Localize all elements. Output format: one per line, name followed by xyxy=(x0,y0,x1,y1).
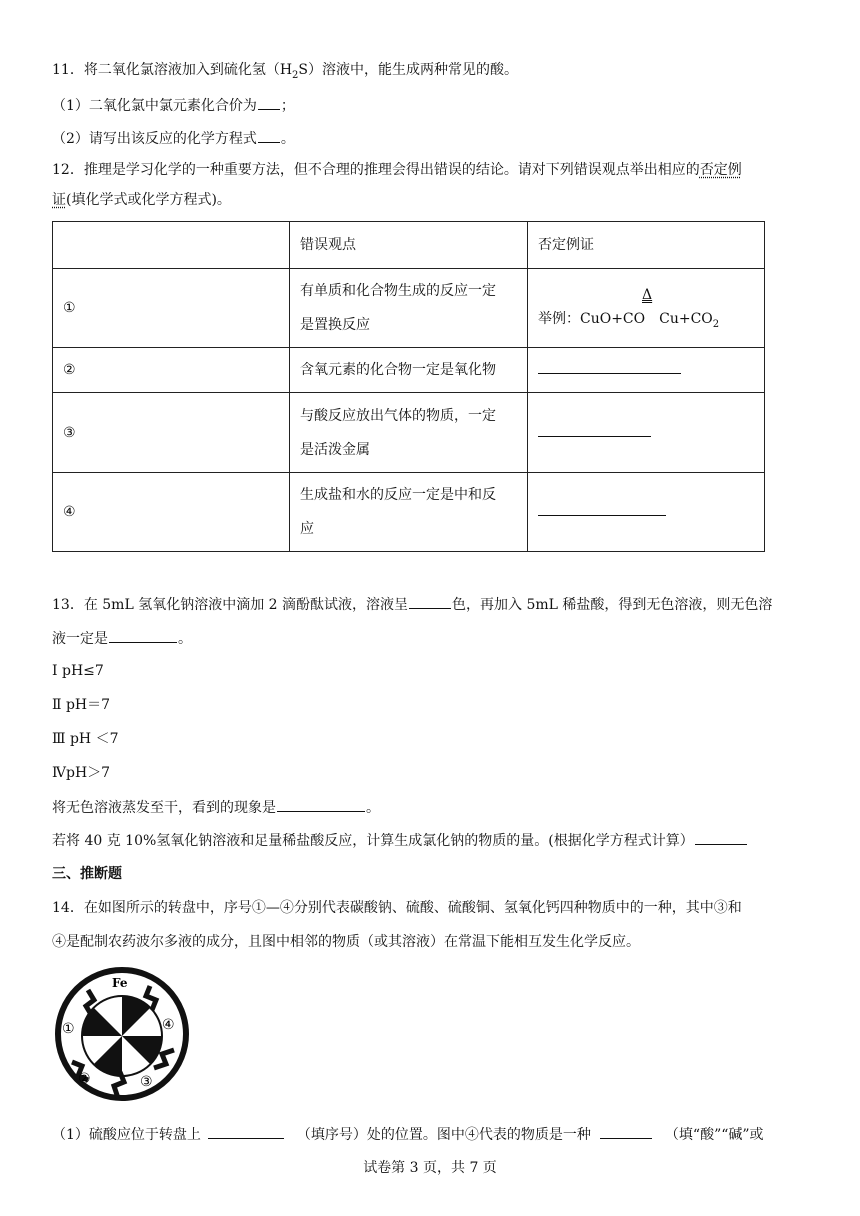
dial-pinwheel xyxy=(82,996,162,1076)
table-header-row xyxy=(53,222,765,269)
q11-part2: （2）请写出该反应的化学方程式 。 xyxy=(52,128,295,149)
table-header-cell: 错误观点 xyxy=(290,222,528,269)
table-row xyxy=(53,393,765,473)
q12-stem-line2: 证(填化学式或化学方程式)。 xyxy=(52,192,231,208)
dial-label-3: ③ xyxy=(140,1074,153,1090)
answer-blank[interactable] xyxy=(109,628,177,643)
dial-label-fe: Fe xyxy=(112,976,128,990)
q13-stem-line4: 若将 40 克 10%氢氧化钠溶液和足量稀盐酸反应，计算生成氯化钠的物质的量。(根据化学方程式计算） xyxy=(52,830,748,851)
q13-option-2: Ⅱ pH＝7 xyxy=(52,697,111,713)
q13-stem-line3: 将无色溶液蒸发至干，看到的现象是 。 xyxy=(52,797,380,818)
dial-label-1: ① xyxy=(62,1021,75,1037)
q11-part1: （1）二氧化氯中氯元素化合价为 ； xyxy=(52,95,295,116)
answer-blank[interactable] xyxy=(277,797,365,812)
q13-stem-line1: 13．在 5mL 氢氧化钠溶液中滴加 2 滴酚酞试液，溶液呈 色，再加入 5mL 稀盐酸，得到无色溶液，则无色溶 xyxy=(52,594,772,615)
q14-stem-line1: 14．在如图所示的转盘中，序号①—④分别代表碳酸钠、硫酸、硫酸铜、氢氧化钙四种物质中的一种，其中③和 xyxy=(52,900,742,916)
heat-mark: Δ xyxy=(642,287,653,303)
counter-example xyxy=(528,473,765,552)
table-header-cell xyxy=(53,222,290,269)
answer-blank[interactable] xyxy=(600,1124,652,1139)
table-row xyxy=(53,473,765,552)
error-view: 含氧元素的化合物一定是氧化物 xyxy=(290,348,528,393)
q13-option-3: Ⅲ pH ＜7 xyxy=(52,731,119,747)
answer-blank[interactable] xyxy=(538,505,666,516)
example-products: Cu+CO xyxy=(659,311,713,327)
reaction-dial-diagram xyxy=(54,966,190,1102)
row-id: ① xyxy=(53,269,290,348)
error-view: 有单质和化合物生成的反应一定 是置换反应 xyxy=(290,269,528,348)
answer-blank[interactable] xyxy=(695,830,747,845)
table-row xyxy=(53,348,765,393)
table-header-cell: 否定例证 xyxy=(528,222,765,269)
section-heading: 三、推断题 xyxy=(52,866,122,882)
row-id: ③ xyxy=(53,393,290,473)
q14-stem-line2: ④是配制农药波尔多液的成分，且图中相邻的物质（或其溶液）在常温下能相互发生化学反应。 xyxy=(52,934,640,950)
row-id: ② xyxy=(53,348,290,393)
answer-blank[interactable] xyxy=(208,1124,284,1139)
q13-stem-line2: 液一定是 。 xyxy=(52,628,192,649)
error-view: 生成盐和水的反应一定是中和反 应 xyxy=(290,473,528,552)
q12-stem-line1: 12．推理是学习化学的一种重要方法，但不合理的推理会得出错误的结论。请对下列错误观点举出相应的否定例 xyxy=(52,162,742,178)
answer-blank[interactable] xyxy=(258,95,280,110)
page-footer: 试卷第 3 页，共 7 页 xyxy=(363,1160,497,1176)
q14-part1: （1）硫酸应位于转盘上 （填序号）处的位置。图中④代表的物质是一种 （填“酸”“碱”或 xyxy=(52,1124,764,1145)
table-row xyxy=(53,269,765,348)
answer-blank[interactable] xyxy=(258,128,280,143)
answer-blank[interactable] xyxy=(538,363,681,374)
dial-label-2: ② xyxy=(78,1071,91,1087)
q12-table xyxy=(52,221,765,552)
counter-example: Δ 举例：CuO+CO $Cu+CO_2$ xyxy=(528,269,765,348)
counter-example xyxy=(528,348,765,393)
error-view: 与酸反应放出气体的物质，一定 是活泼金属 xyxy=(290,393,528,473)
q13-option-4: ⅣpH＞7 xyxy=(52,765,111,781)
q13-option-1: Ⅰ pH≤7 xyxy=(52,663,104,679)
dial-label-4: ④ xyxy=(162,1017,175,1033)
counter-example xyxy=(528,393,765,473)
example-reactants: 举例：CuO+CO xyxy=(538,311,646,327)
answer-blank[interactable] xyxy=(409,594,451,609)
answer-blank[interactable] xyxy=(538,426,651,437)
row-id: ④ xyxy=(53,473,290,552)
q11-stem: 11．将二氧化氯溶液加入到硫化氢$(H_2S)$溶液中，能生成两种常见的酸。 xyxy=(52,62,518,81)
